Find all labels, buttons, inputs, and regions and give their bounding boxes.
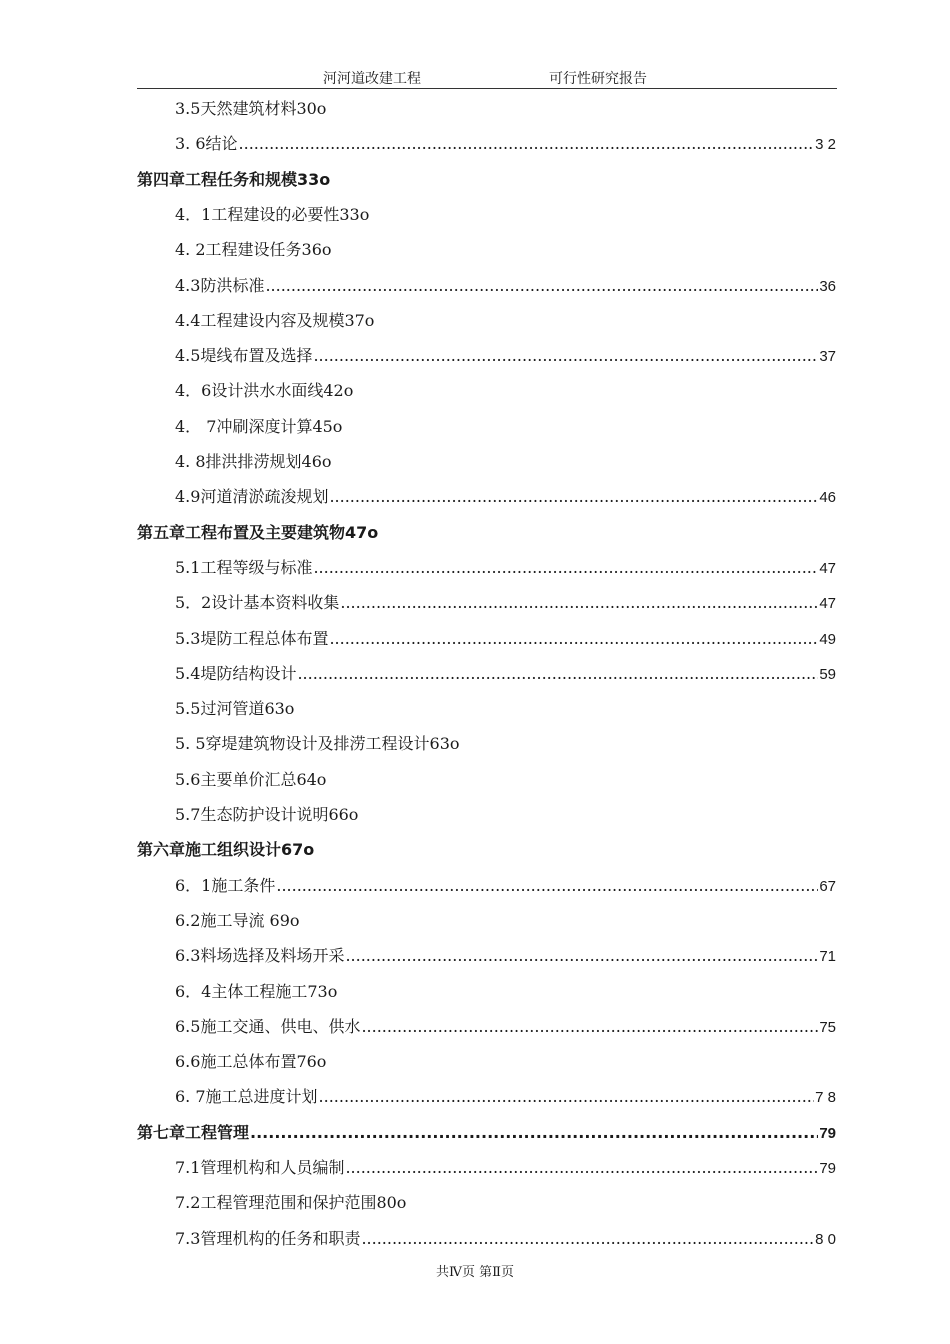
toc-dot-leader [361, 1227, 814, 1251]
toc-section-entry[interactable] [175, 697, 294, 721]
toc-section-entry[interactable] [175, 768, 326, 792]
toc-entry-title: 4.3防洪标准 [175, 275, 265, 295]
toc-dot-leader [340, 591, 818, 615]
toc-section-entry[interactable] [175, 344, 836, 368]
toc-section-entry[interactable] [175, 1191, 406, 1215]
toc-dot-leader [313, 344, 818, 368]
toc-section-entry[interactable] [175, 803, 358, 827]
toc-page-number: 47 [819, 595, 836, 613]
toc-entry-title: 5．2设计基本资料收集 [175, 593, 340, 613]
toc-dot-leader [250, 1121, 818, 1145]
toc-chapter-entry[interactable] [137, 838, 314, 862]
toc-section-entry[interactable] [175, 274, 836, 298]
toc-page-number: 46 [819, 489, 836, 507]
toc-dot-leader [239, 132, 815, 156]
toc-entry-title: 6．4主体工程施工73o [175, 981, 338, 1001]
toc-entry-title: 5.1工程等级与标准 [175, 557, 313, 577]
toc-section-entry[interactable] [175, 485, 836, 509]
toc-page-number: 47 [819, 559, 836, 577]
toc-dot-leader [313, 556, 818, 580]
toc-entry-title: 5.5过河管道63o [175, 699, 295, 719]
toc-page-number: 3 2 [815, 136, 836, 154]
page-header [137, 66, 837, 89]
toc-entry-title: 5. 5穿堤建筑物设计及排涝工程设计63o [175, 734, 460, 754]
toc-section-entry[interactable] [175, 203, 369, 227]
toc-entry-title: 5.3堤防工程总体布置 [175, 628, 329, 648]
toc-dot-leader [297, 662, 818, 686]
toc-section-entry[interactable] [175, 627, 836, 651]
toc-page-number: 36 [819, 277, 836, 295]
toc-section-entry[interactable] [175, 450, 332, 474]
toc-entry-title: 4. 8排洪排涝规划46o [175, 452, 332, 471]
toc-section-entry[interactable] [175, 309, 374, 333]
toc-entry-title: 4.4工程建设内容及规模37o [175, 310, 375, 330]
toc-entry-title: 5.6主要单价汇总64o [175, 769, 327, 789]
page-footer: 共Ⅳ页 第Ⅱ页 [436, 1265, 514, 1280]
toc-section-entry[interactable] [175, 874, 836, 898]
toc-page-number: 7 8 [815, 1089, 836, 1107]
toc-page-number: 37 [819, 348, 836, 366]
toc-page-number: 79 [819, 1160, 836, 1177]
toc-entry-title: 6.6施工总体布置76o [175, 1052, 327, 1072]
toc-chapter-entry[interactable] [137, 168, 330, 192]
toc-section-entry[interactable] [175, 732, 460, 756]
toc-page-number: 75 [819, 1018, 836, 1036]
toc-entry-title: 4． 7冲刷深度计算45o [175, 416, 343, 436]
toc-dot-leader [265, 274, 818, 298]
toc-chapter-entry[interactable] [137, 521, 378, 545]
toc-entry-title: 第五章工程布置及主要建筑物47o [137, 522, 379, 542]
toc-entry-title: 4．1工程建设的必要性33o [175, 204, 370, 224]
toc-entry-title: 4.5堤线布置及选择 [175, 346, 313, 366]
toc-entry-title: 3.5天然建筑材料30o [175, 99, 327, 118]
toc-dot-leader [329, 485, 818, 509]
toc-entry-title: 7.2工程管理范围和保护范围80o [175, 1193, 407, 1213]
toc-section-entry[interactable] [175, 1156, 836, 1180]
toc-section-entry[interactable] [175, 238, 332, 262]
toc-section-entry[interactable] [175, 415, 342, 439]
toc-dot-leader [361, 1015, 818, 1039]
toc-section-entry[interactable] [175, 97, 326, 121]
toc-dot-leader [345, 944, 818, 968]
toc-entry-title: 7.3管理机构的任务和职责 [175, 1228, 361, 1248]
toc-section-entry[interactable] [175, 591, 836, 615]
toc-section-entry[interactable] [175, 379, 353, 403]
toc-page-number: 49 [819, 630, 836, 648]
toc-dot-leader [329, 627, 818, 651]
toc-dot-leader [276, 874, 818, 898]
header-project-title: 河河道改建工程 [323, 71, 421, 87]
toc-entry-title: 6．1施工条件 [175, 875, 276, 895]
toc-dot-leader [319, 1085, 815, 1109]
toc-entry-title: 7.1管理机构和人员编制 [175, 1158, 345, 1177]
toc-section-entry[interactable] [175, 1227, 836, 1251]
toc-page-number: 59 [819, 665, 836, 683]
toc-entry-title: 3. 6结论 [175, 134, 238, 154]
toc-entry-title: 4．6设计洪水水面线42o [175, 381, 354, 401]
toc-dot-leader [345, 1156, 818, 1180]
toc-entry-title: 6. 7施工总进度计划 [175, 1087, 318, 1107]
toc-entry-title: 6.2施工导流 69o [175, 910, 300, 930]
toc-entry-title: 6.3料场选择及料场开采 [175, 946, 345, 966]
toc-section-entry[interactable] [175, 1015, 836, 1039]
toc-page-number: 71 [819, 948, 836, 966]
toc-section-entry[interactable] [175, 556, 836, 580]
toc-entry-title: 4. 2工程建设任务36o [175, 240, 332, 260]
toc-entry-title: 6.5施工交通、供电、供水 [175, 1016, 361, 1036]
toc-entry-title: 4.9河道清淤疏浚规划 [175, 487, 329, 507]
toc-page-number: 79 [819, 1124, 836, 1142]
header-report-type: 可行性研究报告 [549, 71, 647, 87]
toc-section-entry[interactable] [175, 944, 836, 968]
toc-page-number: 8 0 [815, 1230, 836, 1248]
toc-section-entry[interactable] [175, 909, 300, 933]
toc-entry-title: 第四章工程任务和规模33o [137, 169, 331, 189]
toc-entry-title: 第七章工程管理 [137, 1122, 250, 1142]
toc-section-entry[interactable] [175, 980, 337, 1004]
toc-section-entry[interactable] [175, 662, 836, 686]
toc-entry-title: 第六章施工组织设计67o [137, 840, 315, 860]
toc-section-entry[interactable] [175, 1085, 836, 1109]
toc-page-number: 67 [819, 877, 836, 895]
toc-entry-title: 5.7生态防护设计说明66o [175, 805, 359, 824]
toc-entry-title: 5.4堤防结构设计 [175, 663, 297, 683]
toc-section-entry[interactable] [175, 1050, 326, 1074]
toc-chapter-entry[interactable] [137, 1121, 836, 1145]
toc-section-entry[interactable] [175, 132, 836, 156]
